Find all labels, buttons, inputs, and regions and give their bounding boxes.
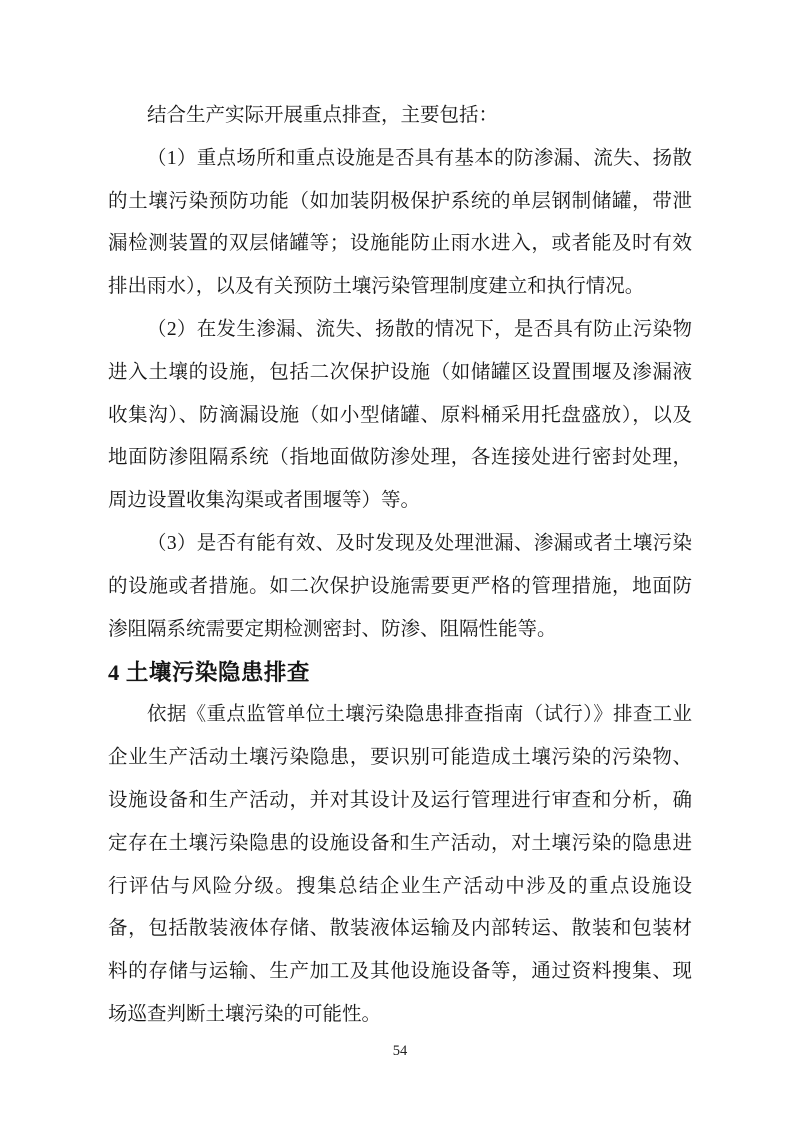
paragraph-intro: 结合生产实际开展重点排查，主要包括： (147, 105, 499, 126)
page-footer (0, 1042, 800, 1060)
paragraph-item-3: （3）是否有能有效、及时发现及处理泄漏、渗漏或者土壤污染的设施或者措施。如二次保护设施需要更严格的管理措施，地面防渗阻隔系统需要定期检测密封、防渗、阻隔性能等。 (108, 532, 692, 640)
section-heading: 4 土壤污染隐患排查 (108, 660, 310, 686)
page-content (108, 95, 692, 1037)
page-number: 54 (392, 1043, 408, 1059)
paragraph-section-4: 依据《重点监管单位土壤污染隐患排查指南（试行）》排查工业企业生产活动土壤污染隐患，要识别可能造成土壤污染的污染物、设施设备和生产活动，并对其设计及运行管理进行审查和分析，确定存在土壤污染隐患的设施设备和生产活动，对土壤污染的隐患进行评估与风险分级。搜集总结企业生产活动中涉及的重点设施设备，包括散装液体存储、散装液体运输及内部转运、散装和包装材料的存储与运输、生产加工及其他设施设备等，通过资料搜集、现场巡查判断土壤污染的可能性。 (108, 704, 692, 1025)
paragraph-item-1: （1）重点场所和重点设施是否具有基本的防渗漏、流失、扬散的土壤污染预防功能（如加装阴极保护系统的单层钢制储罐，带泄漏检测装置的双层储罐等；设施能防止雨水进入，或者能及时有效排出雨水），以及有关预防土壤污染管理制度建立和执行情况。 (108, 147, 692, 298)
paragraph-item-2: （2）在发生渗漏、流失、扬散的情况下，是否具有防止污染物进入土壤的设施，包括二次保护设施（如储罐区设置围堰及渗漏液收集沟）、防滴漏设施（如小型储罐、原料桶采用托盘盛放），以及地面防渗阻隔系统（指地面做防渗处理，各连接处进行密封处理，周边设置收集沟渠或者围堰等）等。 (108, 318, 692, 512)
